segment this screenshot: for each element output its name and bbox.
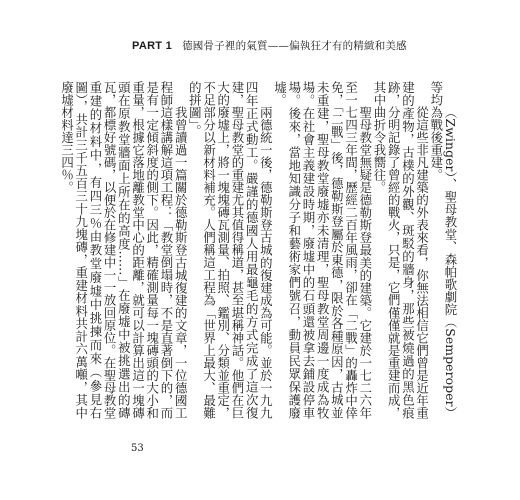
paragraph: （Zwinger）、聖母教堂、森帕歌劇院（Semperoper）等均為戰後重建。 — [428, 81, 458, 419]
page-number: 53 — [131, 443, 144, 454]
paragraph: 兩德統一後，德勒斯登古城的復建成為可能。並於一九九四年正式動工。嚴謹的德國人用最龜毛的方式完成了這次復建，聖母教堂的重建尤其值得稱道，甚至堪稱神話。他們在巨大的廢墟上，將一塊塊磚瓦測量、拍照、鑑別、分類並重定，不足部分以新材料補充。人們稱這工程為「世界上最大、最難的拼圖」。 — [187, 81, 274, 419]
paragraph: 從這些非凡建築的外表來看，你無法相信它們曾是近年重建的產物，古樸的外觀、斑駁的牆身，那些被燒過的黑色痕跡，分明記錄了曾經的戰火，只是，它們僅僅就是重建而成，其中曲折令我嚮往。 — [371, 81, 430, 419]
paragraph: 聖母教堂無疑是德勒斯登最美的建築。它建於一七二六年至一七四三年間，歷經二百年風雨，卻在「二戰」的轟炸中倖免，「二戰」後，德勒斯登屬於東德，限於各種原因，古城並未重建，聖母教堂廢墟亦未清理，聖母教堂周邊一度成為牧場。在社會主義建設時期，廢墟中的石頭還被拿去鋪設停車場。後來，當地知識分子和藝術家們號召，動員民眾保護廢墟。 — [272, 81, 373, 419]
chapter-title: 德國骨子裡的氣質——偏執狂才有的精緻和美感 — [182, 40, 407, 52]
paragraph: 我曾讀過一篇關於德勒斯登古城復建的文章，一位德國工程師這樣講解這項工程：「教堂倒塌時，不是直著倒下的，而是有一定傾斜度的側下。因此，精確測量每一塊磚頭的大小和重量，根據它落地離教堂中心的距離，就可以計算出這一塊磚頭在原教堂牆面上所在的高度……」在廢墟中被挑選出的磚瓦，都標好號碼，以便於在修建中一一放回原位。在聖母教堂重建的材料中，有四三％由教堂廢墟中挑揀而來（參見右圖），共計三千五百三十九塊磚，重建材料共計六萬噸，其中廢墟材料達三四％。 — [59, 81, 189, 419]
part-label: PART 1 — [132, 40, 173, 52]
running-header — [132, 39, 407, 53]
vertical-body-text — [59, 81, 458, 419]
